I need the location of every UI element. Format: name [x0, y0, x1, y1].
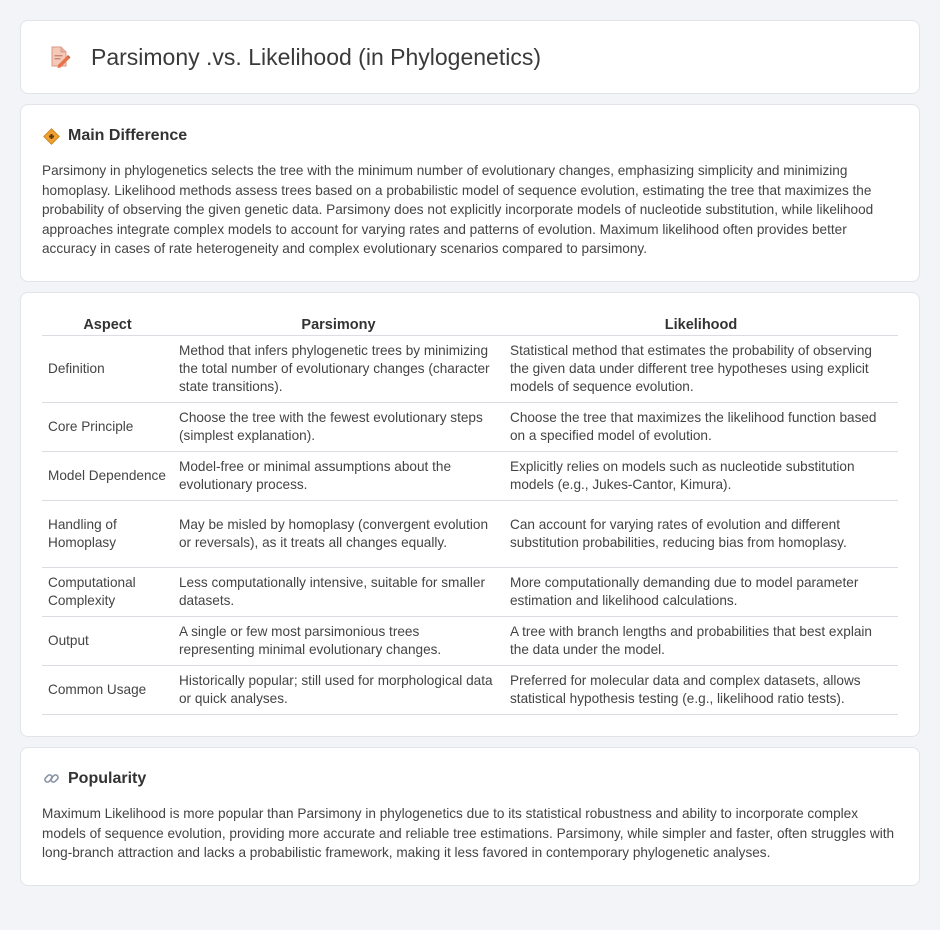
parsimony-cell: Model-free or minimal assumptions about the evolutionary process. — [173, 451, 504, 500]
link-icon — [42, 770, 60, 788]
parsimony-cell: Historically popular; still used for morphological data or quick analyses. — [173, 665, 504, 714]
table-row — [42, 402, 898, 451]
likelihood-cell: More computationally demanding due to model parameter estimation and likelihood calculations. — [504, 567, 898, 616]
parsimony-cell: A single or few most parsimonious trees representing minimal evolutionary changes. — [173, 616, 504, 665]
parsimony-cell: Choose the tree with the fewest evolutionary steps (simplest explanation). — [173, 402, 504, 451]
table-row — [42, 451, 898, 500]
table-row — [42, 665, 898, 714]
parsimony-cell: Method that infers phylogenetic trees by minimizing the total number of evolutionary changes (character state transitions). — [173, 335, 504, 402]
likelihood-cell: A tree with branch lengths and probabilities that best explain the data under the model. — [504, 616, 898, 665]
likelihood-cell: Preferred for molecular data and complex datasets, allows statistical hypothesis testing (e.g., likelihood ratio tests). — [504, 665, 898, 714]
section-title: Popularity — [68, 769, 147, 787]
popularity-text: Maximum Likelihood is more popular than Parsimony in phylogenetics due to its statistical robustness and ability to incorporate complex models of sequence evolution, providing more accurate and reliable tree estimations. Parsimony, while simpler and faster, often struggles with long-branch attraction and lacks a probabilistic framework, making it less favored in contemporary phylogenetic analyses. — [42, 805, 895, 861]
popularity-section — [20, 747, 920, 886]
main-difference-text: Parsimony in phylogenetics selects the tree with the minimum number of evolutionary changes, emphasizing simplicity and minimizing homoplasy. Likelihood methods assess trees based on a probabilistic model of sequence evolution, estimating the tree that maximizes the probability of observing the given genetic data. Parsimony does not explicitly incorporate models of nucleotide substitution, while likelihood approaches integrate complex models to account for varying rates and patterns of evolution. Maximum likelihood often provides better accuracy in cases of rate heterogeneity and complex evolutionary scenarios compared to parsimony. — [42, 163, 874, 257]
likelihood-cell: Explicitly relies on models such as nucleotide substitution models (e.g., Jukes-Cantor, Kimura). — [504, 451, 898, 500]
table-row — [42, 500, 898, 567]
aspect-cell: Core Principle — [42, 402, 173, 451]
likelihood-cell: Choose the tree that maximizes the likelihood function based on a specified model of evolution. — [504, 402, 898, 451]
page-title: Parsimony .vs. Likelihood (in Phylogenetics) — [91, 43, 541, 70]
column-header-parsimony: Parsimony — [173, 313, 504, 336]
aspect-cell: Model Dependence — [42, 451, 173, 500]
aspect-cell: Common Usage — [42, 665, 173, 714]
column-header-likelihood: Likelihood — [504, 313, 898, 336]
aspect-cell: Output — [42, 616, 173, 665]
table-row — [42, 567, 898, 616]
comparison-table — [42, 313, 898, 715]
aspect-cell: Definition — [42, 335, 173, 402]
main-difference-section — [20, 104, 920, 282]
document-pencil-icon — [45, 43, 73, 71]
section-header — [42, 770, 898, 788]
aspect-cell: Computational Complexity — [42, 567, 173, 616]
parsimony-cell: May be misled by homoplasy (convergent evolution or reversals), as it treats all changes equally. — [173, 500, 504, 567]
likelihood-cell: Can account for varying rates of evolution and different substitution probabilities, reducing bias from homoplasy. — [504, 500, 898, 567]
table-header-row — [42, 313, 898, 336]
table-row — [42, 335, 898, 402]
comparison-table-card — [20, 292, 920, 737]
aspect-cell: Handling of Homoplasy — [42, 500, 173, 567]
column-header-aspect: Aspect — [42, 313, 173, 336]
section-title: Main Difference — [68, 127, 188, 144]
table-row — [42, 616, 898, 665]
section-header — [42, 127, 898, 145]
likelihood-cell: Statistical method that estimates the probability of observing the given data under different tree hypotheses using explicit models of sequence evolution. — [504, 335, 898, 402]
title-card — [20, 20, 920, 94]
parsimony-cell: Less computationally intensive, suitable for smaller datasets. — [173, 567, 504, 616]
diamond-sign-icon — [42, 127, 60, 145]
